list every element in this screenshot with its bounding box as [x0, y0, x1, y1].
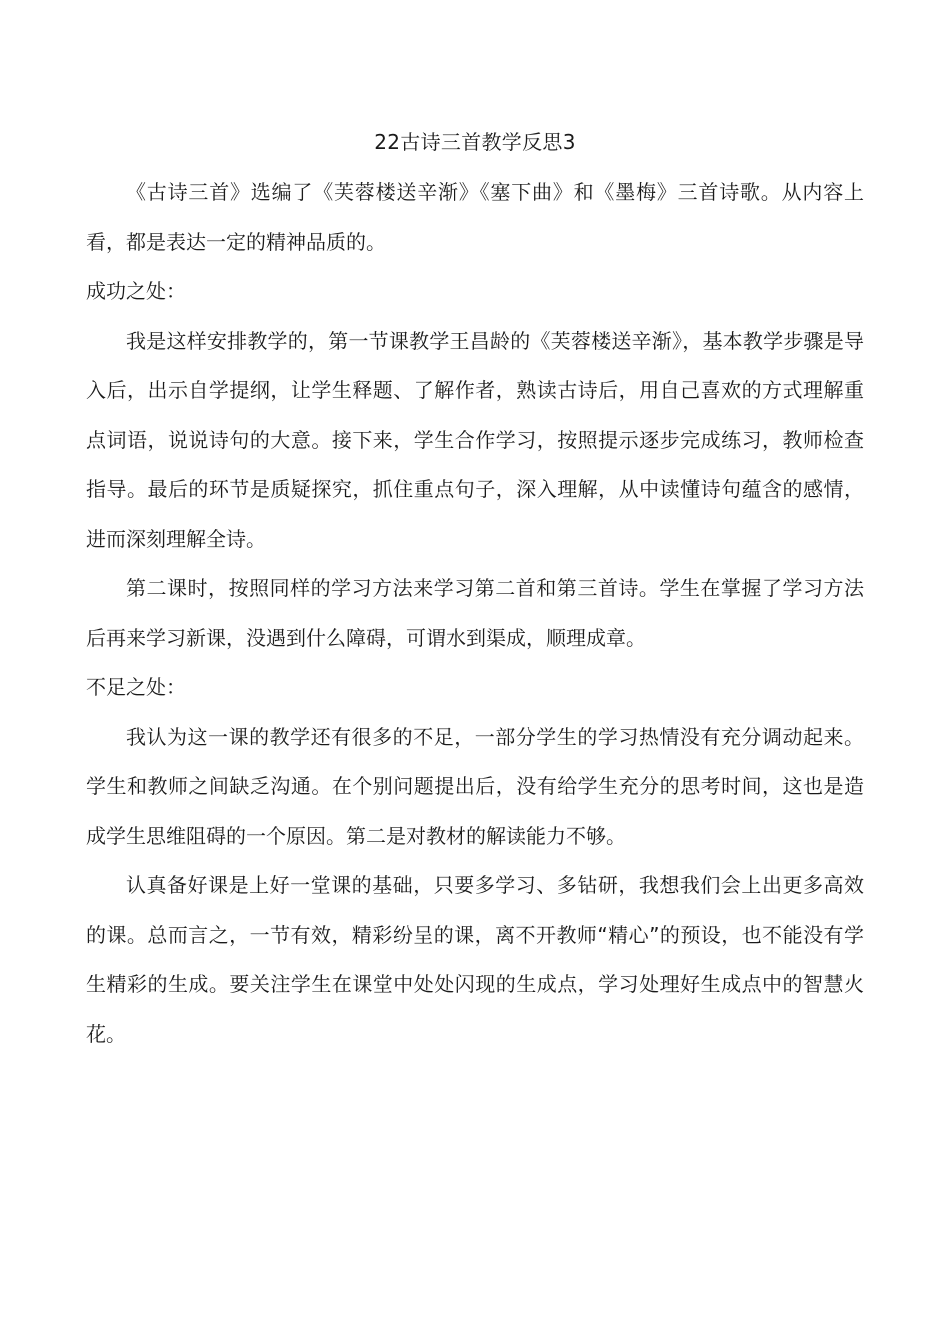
paragraph-first-lesson: 我是这样安排教学的，第一节课教学王昌龄的《芙蓉楼送辛渐》，基本教学步骤是导入后，出示自学提纲，让学生释题、了解作者，熟读古诗后，用自己喜欢的方式理解重点词语，说说诗句的大意。接下来，学生合作学习，按照提示逐步完成练习，教师检查指导。最后的环节是质疑探究，抓住重点句子，深入理解，从中读懂诗句蕴含的感情，进而深刻理解全诗。: [86, 328, 864, 551]
paragraph-conclusion: 认真备好课是上好一堂课的基础，只要多学习、多钻研，我想我们会上出更多高效的课。总而言之，一节有效，精彩纷呈的课，离不开教师“精心”的预设，也不能没有学生精彩的生成。要关注学生在课堂中处处闪现的生成点，学习处理好生成点中的智慧火花。: [86, 873, 864, 1046]
document-title: 22古诗三首教学反思3: [374, 130, 576, 154]
heading-shortcomings: 不足之处：: [86, 675, 186, 699]
paragraph-second-lesson: 第二课时，按照同样的学习方法来学习第二首和第三首诗。学生在掌握了学习方法后再来学习新课，没遇到什么障碍，可谓水到渠成，顺理成章。: [86, 576, 864, 650]
paragraph-shortcomings: 我认为这一课的教学还有很多的不足，一部分学生的学习热情没有充分调动起来。学生和教师之间缺乏沟通。在个别问题提出后，没有给学生充分的思考时间，这也是造成学生思维阻碍的一个原因。第二是对教材的解读能力不够。: [86, 724, 864, 848]
document-body: [86, 122, 864, 1059]
paragraph-intro: 《古诗三首》选编了《芙蓉楼送辛渐》《塞下曲》和《墨梅》三首诗歌。从内容上看，都是表达一定的精神品质的。: [86, 180, 864, 254]
heading-successes: 成功之处：: [86, 279, 186, 303]
